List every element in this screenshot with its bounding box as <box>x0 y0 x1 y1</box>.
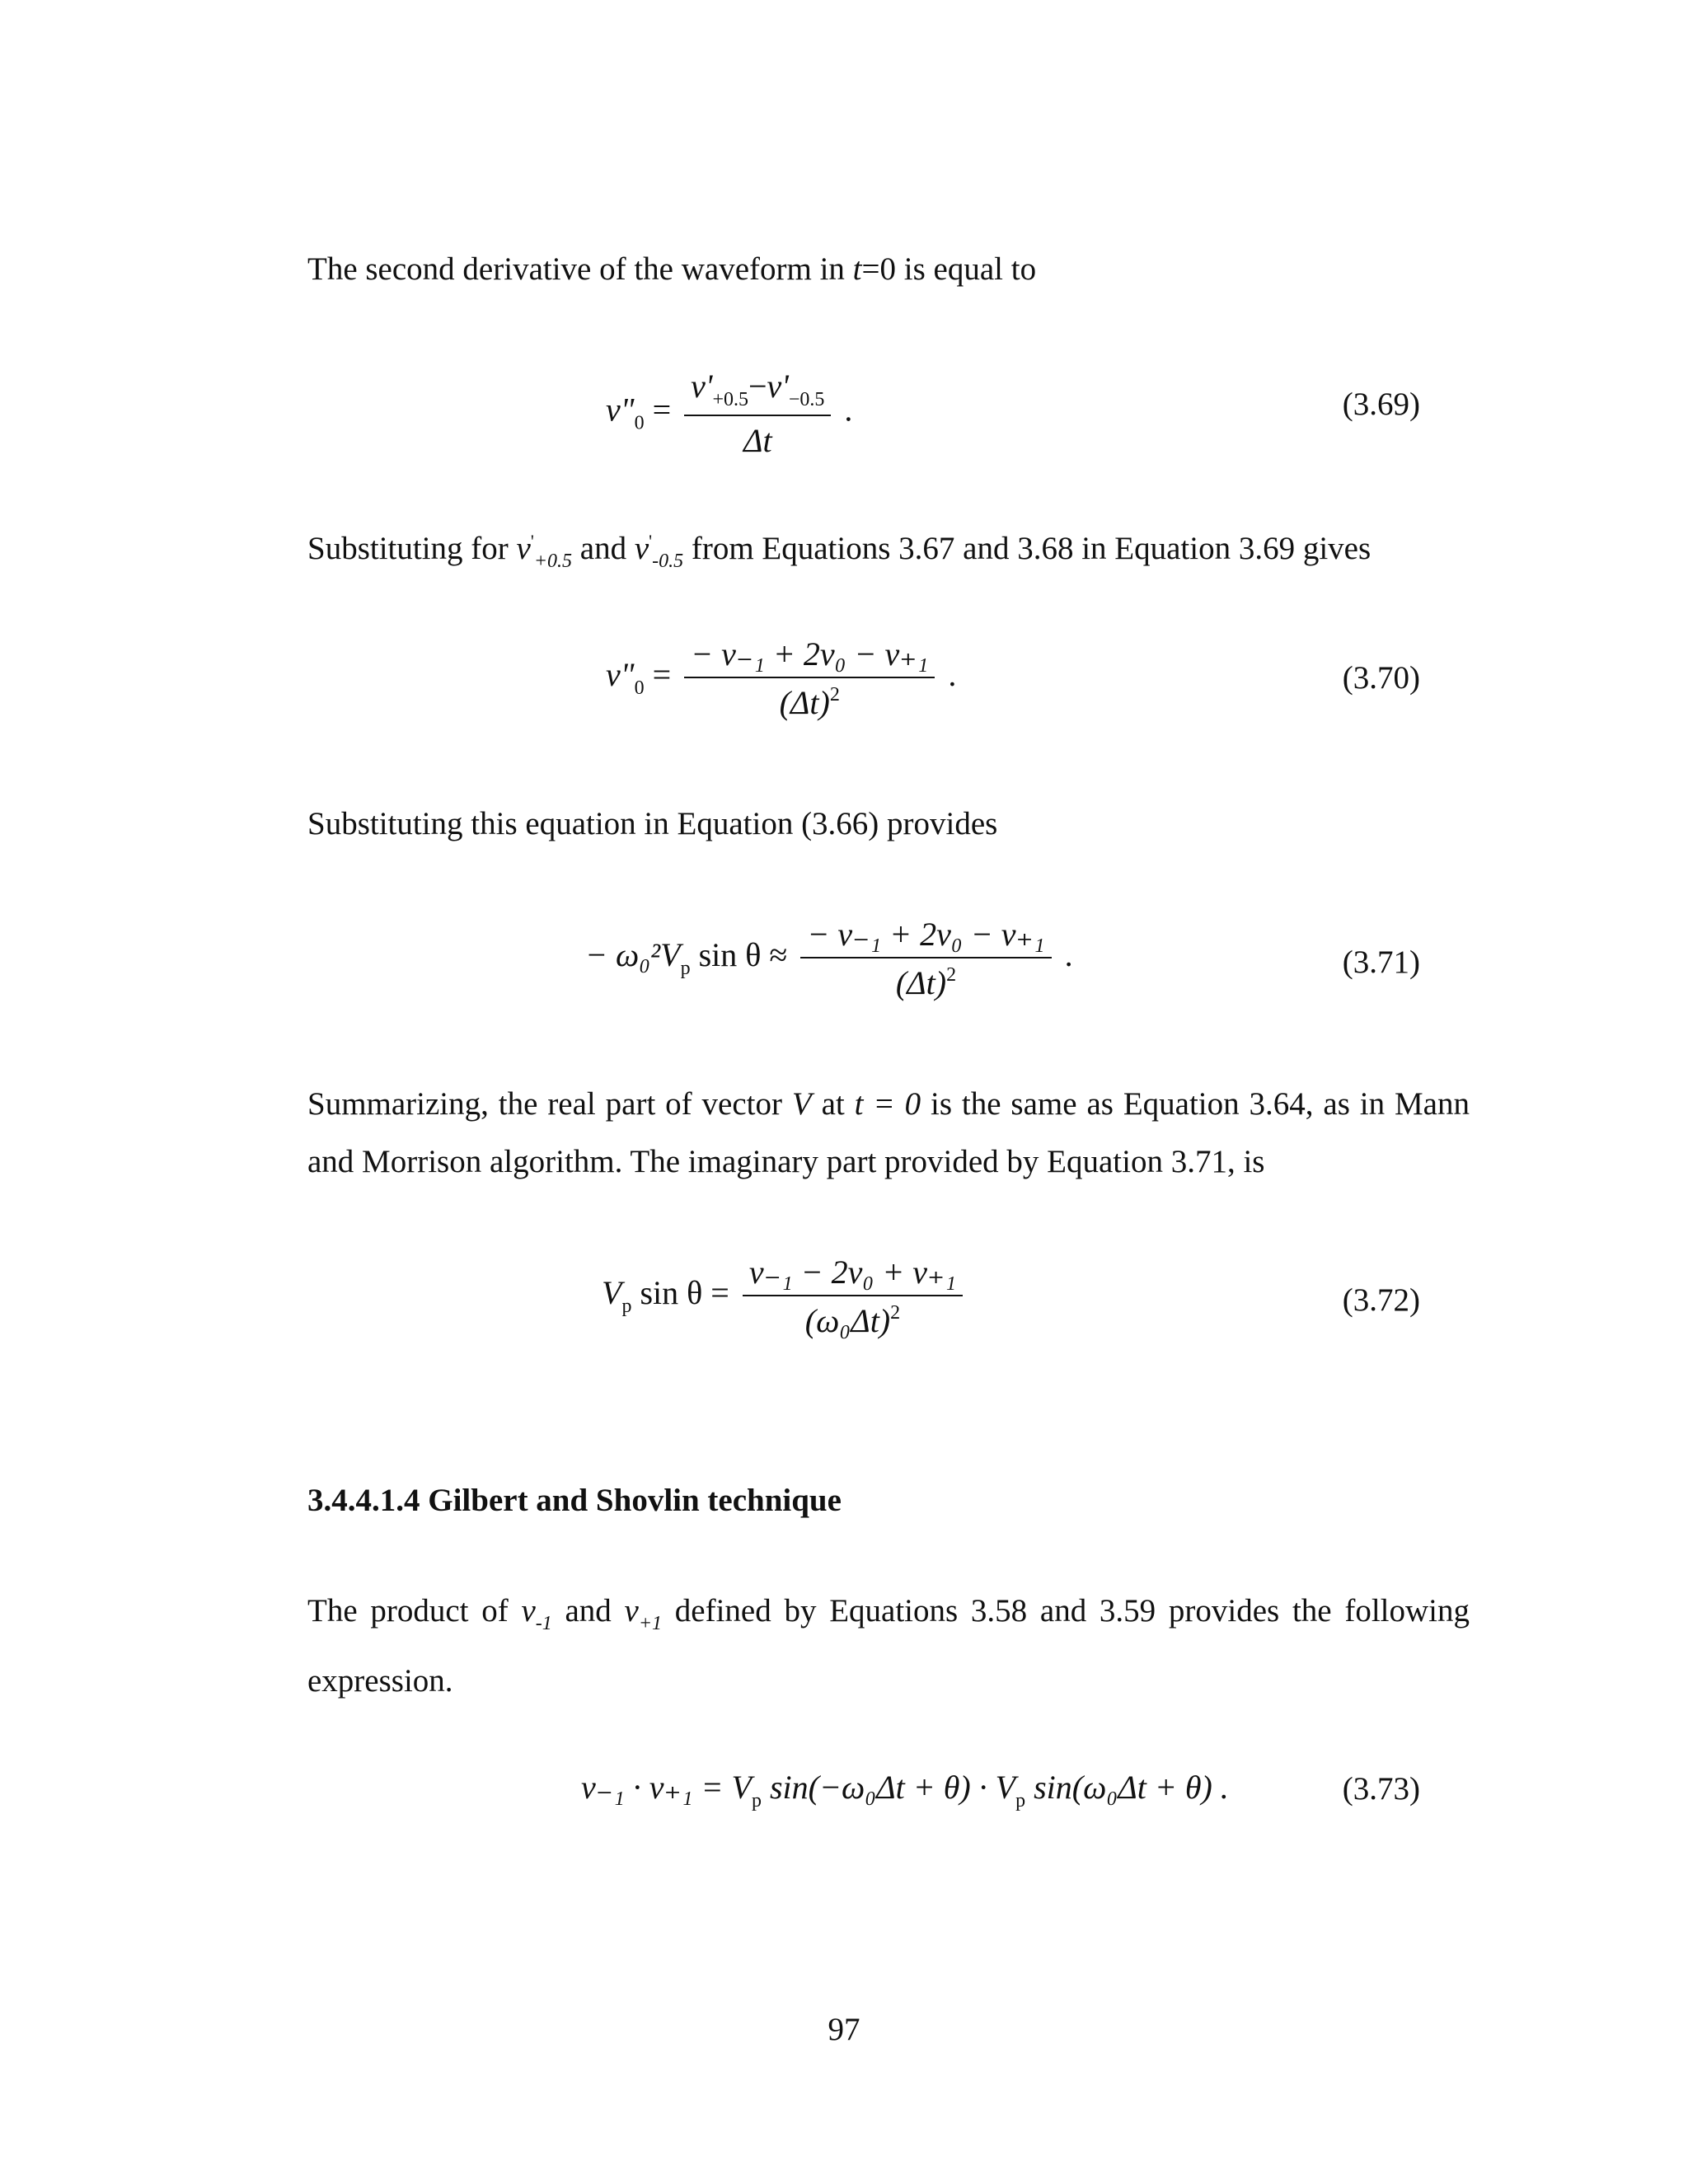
text-run: =0 is equal to <box>861 251 1037 287</box>
equation-3-70: $v"_0$ = $\frac{\text{− v₋₁ + 2v₀ − v₊₁}}{(\Delta t)^2}$ . <box>606 635 957 721</box>
paragraph-substitution: Substituting for $v'_{+0.5}$ and $v'_{-0.5}$ from Equations 3.67 and 3.68 in Equation 3.69 gives <box>307 531 1372 572</box>
equation-number: (3.70) <box>1342 660 1420 696</box>
paragraph-substitution-2: Substituting this equation in Equation (3.66) provides <box>307 806 998 841</box>
eq-fraction <box>743 1253 963 1340</box>
eq-denominator: $(\Delta t)^2$ <box>779 684 840 721</box>
eq-numerator: $v'_{+0.5}-v'_{-0.5}$ <box>684 367 831 416</box>
equation-3-69: $v"_0$ = $\frac{v'_{+0.5}-v'_{-0.5}}{\Delta t}$ . <box>606 368 853 459</box>
equation-number: (3.71) <box>1342 944 1420 980</box>
eq-fraction <box>800 915 1051 1002</box>
text-run-italic: t <box>852 251 862 287</box>
equation-number: (3.73) <box>1342 1771 1420 1807</box>
eq-lhs: v" <box>606 391 635 429</box>
equation-number: (3.69) <box>1342 387 1420 422</box>
eq-denominator: $(\Delta t)^2$ <box>895 964 957 1001</box>
page-number: 97 <box>828 2012 860 2047</box>
eq-numerator: − v₋₁ + 2v₀ − v₊₁ <box>800 915 1051 958</box>
eq-fraction <box>684 635 935 722</box>
eq-fraction <box>684 367 831 460</box>
paragraph-intro <box>307 241 1470 298</box>
equation-3-72: $V_p$ sin θ = $\frac{\text{v₋₁ − 2v₀ + v₊₁}}{(\omega_0\Delta t)^2}$ <box>602 1253 968 1340</box>
paragraph-summary: Summarizing, the real part of vector V at t = 0 is the same as Equation 3.64, as in Mann and Morrison algorithm. The imaginary part provided by Equation 3.71, is <box>307 1086 1470 1179</box>
eq-denominator: Δt <box>743 422 772 459</box>
paragraph-product: The product of $v_{-1}$ and $v_{+1}$ defined by Equations 3.58 and 3.59 provides the following expression. <box>307 1593 1470 1699</box>
equation-3-73: $v_{-1} \cdot v_{+1} = V_p$ $\sin(-\omega_0\Delta t + \theta) \cdot V_p$ sin(ω₀Δt + θ) . <box>581 1769 1229 1811</box>
equation-number: (3.72) <box>1342 1282 1420 1318</box>
eq-denominator: $(\omega_0\Delta t)^2$ <box>804 1302 901 1339</box>
text-run: The second derivative of the waveform in <box>307 251 853 287</box>
eq-numerator: v₋₁ − 2v₀ + v₊₁ <box>743 1253 963 1296</box>
equation-3-71: − $\omega_0^2V_p$ sin θ ≈ $\frac{\text{− v₋₁ + 2v₀ − v₊₁}}{(\Delta t)^2}$ . <box>585 916 1073 1001</box>
eq-numerator: − v₋₁ + 2v₀ − v₊₁ <box>684 635 935 678</box>
eq-lhs-sub: 0 <box>634 412 645 434</box>
section-heading: 3.4.4.1.4 Gilbert and Shovlin technique <box>307 1483 842 1518</box>
